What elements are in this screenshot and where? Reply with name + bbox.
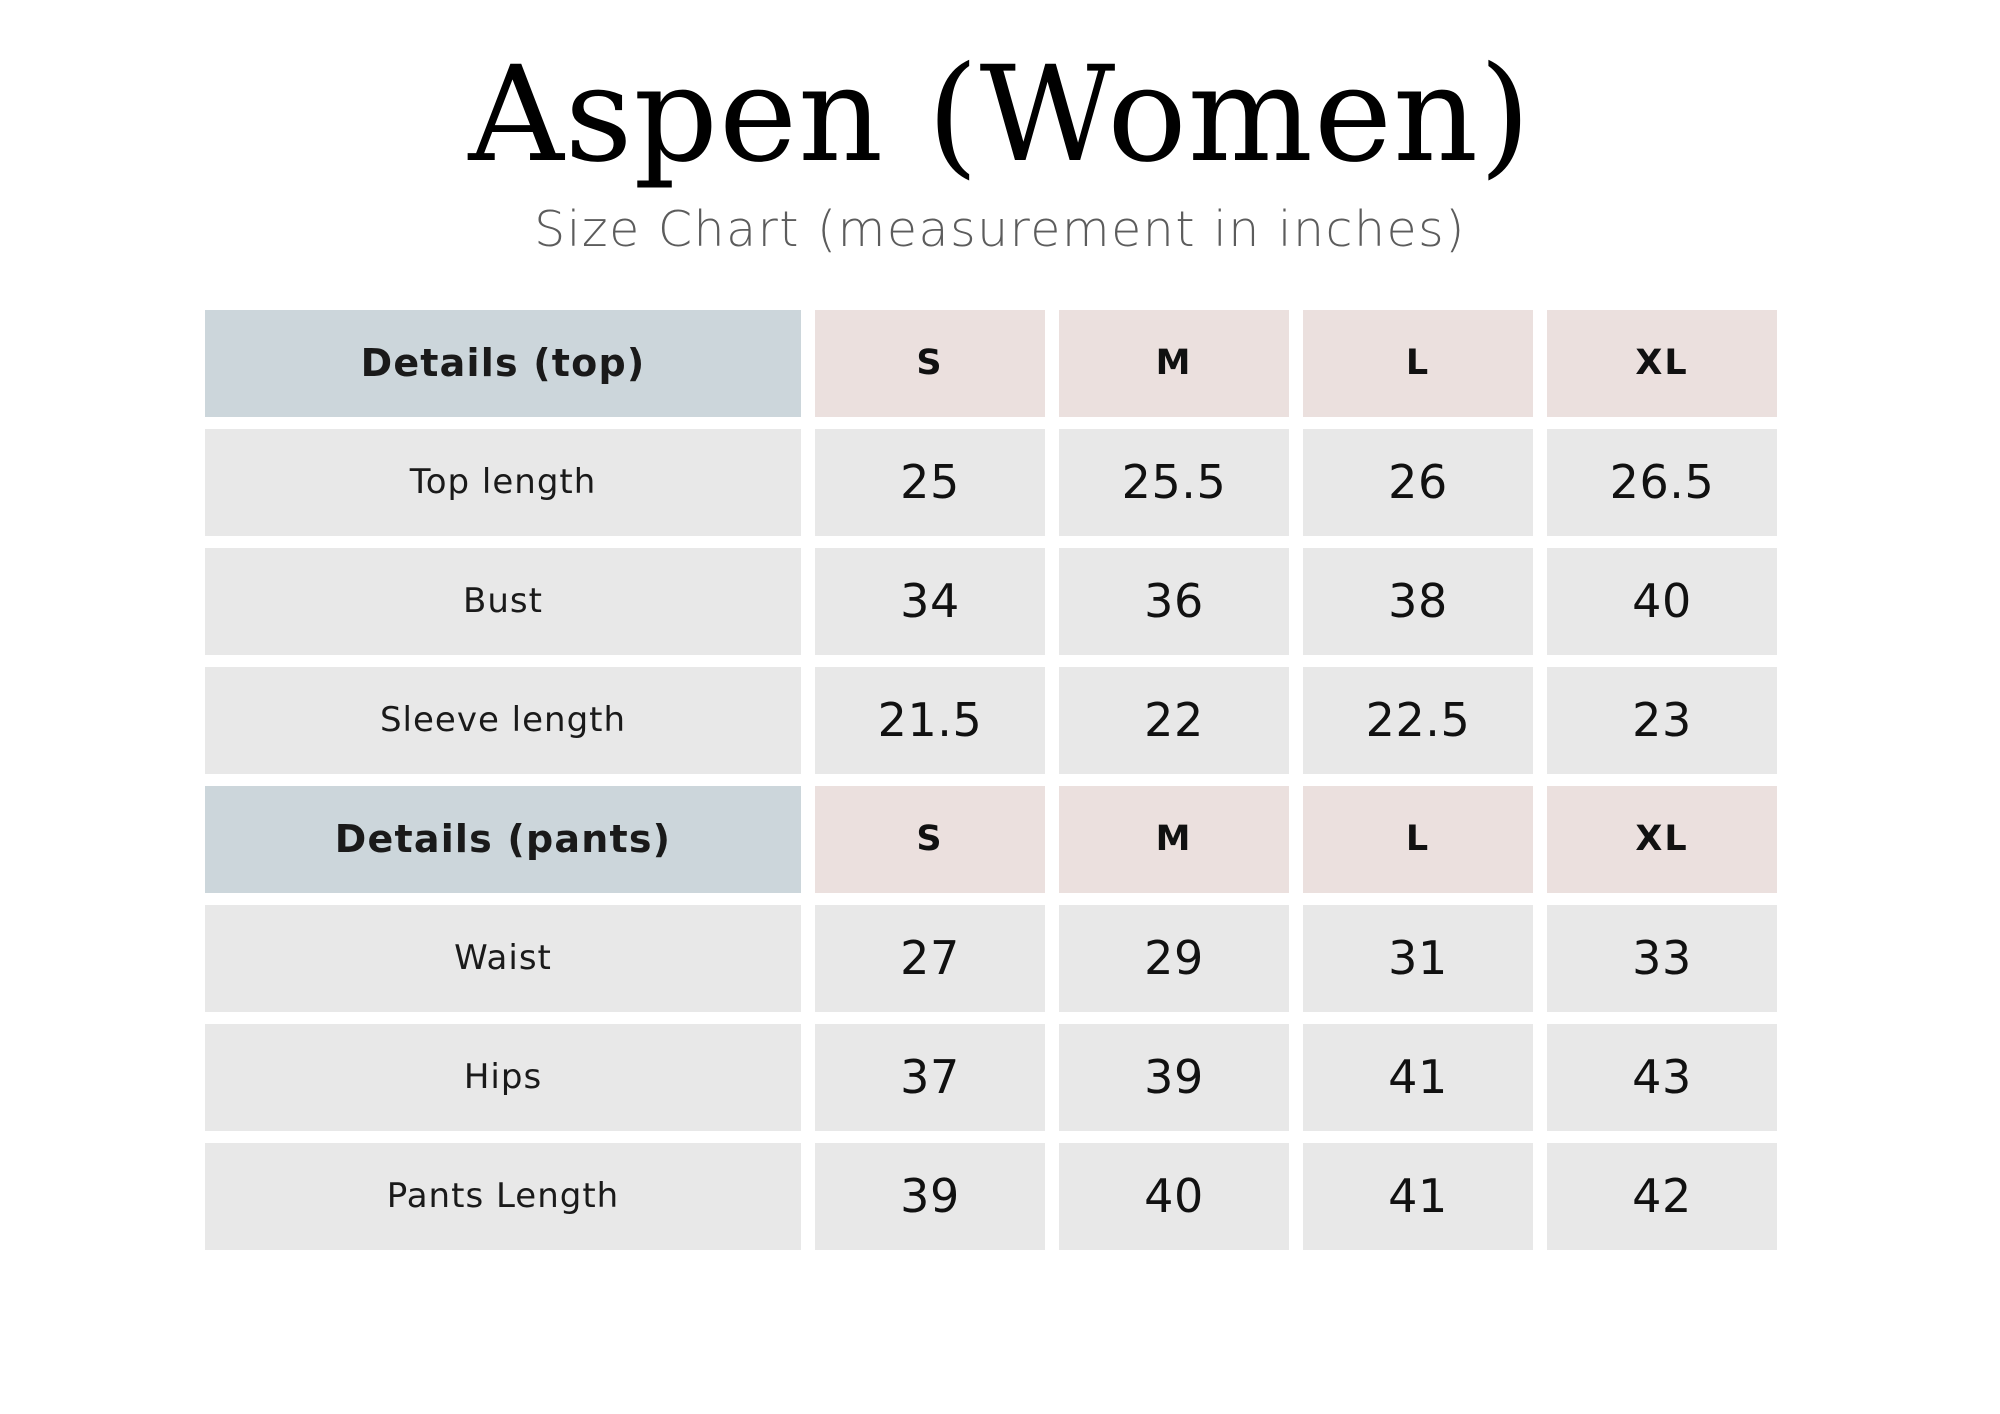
- table-row: [205, 905, 1795, 1012]
- row-label: Waist: [205, 905, 801, 1012]
- section-label-top: Details (top): [205, 310, 801, 417]
- row-value-xl: 42: [1547, 1143, 1777, 1250]
- section-label-pants: Details (pants): [205, 786, 801, 893]
- row-value-s: 25: [815, 429, 1045, 536]
- page-title: Aspen (Women): [468, 38, 1532, 192]
- row-value-xl: 43: [1547, 1024, 1777, 1131]
- row-value-m: 40: [1059, 1143, 1289, 1250]
- table-row: [205, 1024, 1795, 1131]
- row-value-s: 34: [815, 548, 1045, 655]
- row-value-xl: 33: [1547, 905, 1777, 1012]
- row-value-s: 39: [815, 1143, 1045, 1250]
- row-value-m: 36: [1059, 548, 1289, 655]
- column-header-xl: XL: [1547, 310, 1777, 417]
- row-value-l: 26: [1303, 429, 1533, 536]
- row-value-s: 27: [815, 905, 1045, 1012]
- row-label: Pants Length: [205, 1143, 801, 1250]
- row-value-l: 38: [1303, 548, 1533, 655]
- section-header-row-top: [205, 310, 1795, 417]
- column-header-l: L: [1303, 310, 1533, 417]
- row-value-l: 41: [1303, 1024, 1533, 1131]
- row-value-xl: 23: [1547, 667, 1777, 774]
- page-subtitle: Size Chart (measurement in inches): [534, 200, 1466, 258]
- table-row: [205, 667, 1795, 774]
- row-value-xl: 40: [1547, 548, 1777, 655]
- chart-header: [0, 0, 2000, 258]
- table-row: [205, 429, 1795, 536]
- row-value-m: 29: [1059, 905, 1289, 1012]
- column-header-s: S: [815, 786, 1045, 893]
- row-label: Sleeve length: [205, 667, 801, 774]
- column-header-l: L: [1303, 786, 1533, 893]
- row-value-l: 41: [1303, 1143, 1533, 1250]
- section-header-row-pants: [205, 786, 1795, 893]
- row-value-xl: 26.5: [1547, 429, 1777, 536]
- row-label: Hips: [205, 1024, 801, 1131]
- row-value-m: 39: [1059, 1024, 1289, 1131]
- row-value-s: 37: [815, 1024, 1045, 1131]
- column-header-m: M: [1059, 786, 1289, 893]
- column-header-s: S: [815, 310, 1045, 417]
- size-chart-table: [205, 310, 1795, 1250]
- row-value-s: 21.5: [815, 667, 1045, 774]
- row-value-m: 22: [1059, 667, 1289, 774]
- row-label: Bust: [205, 548, 801, 655]
- row-value-l: 31: [1303, 905, 1533, 1012]
- table-row: [205, 1143, 1795, 1250]
- row-value-l: 22.5: [1303, 667, 1533, 774]
- table-row: [205, 548, 1795, 655]
- column-header-m: M: [1059, 310, 1289, 417]
- row-value-m: 25.5: [1059, 429, 1289, 536]
- column-header-xl: XL: [1547, 786, 1777, 893]
- row-label: Top length: [205, 429, 801, 536]
